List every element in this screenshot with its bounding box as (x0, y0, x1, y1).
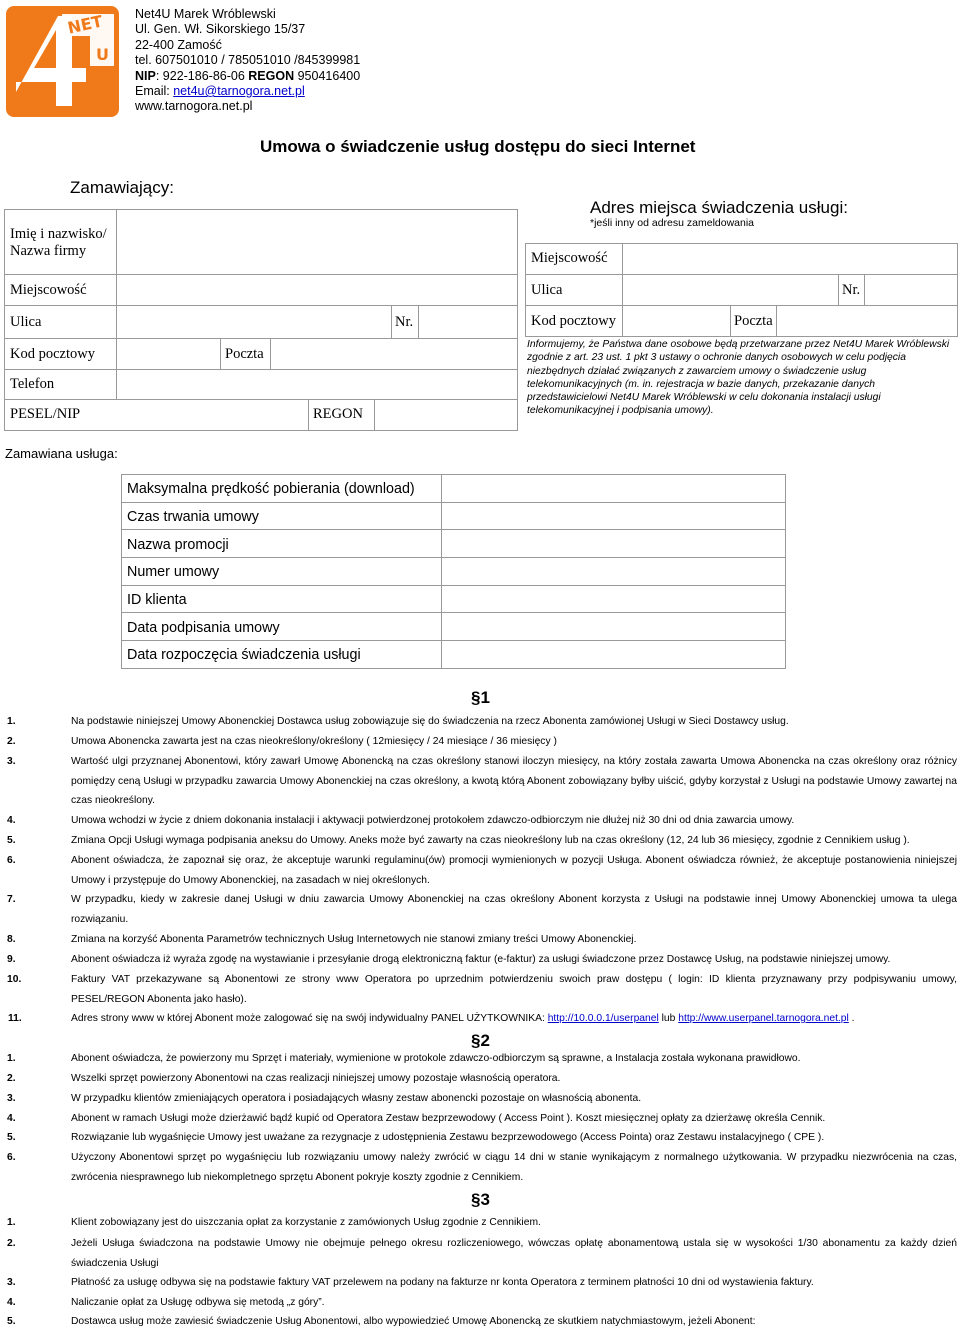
service-post-label: Poczta (734, 313, 773, 329)
client-phone-label: Telefon (10, 376, 55, 392)
ordered-service-label: Czas trwania umowy (122, 502, 442, 530)
company-city: 22-400 Zamość (135, 37, 222, 52)
item-number: 4. (7, 1113, 16, 1124)
client-post-label: Poczta (225, 346, 264, 362)
s1-item (0, 950, 960, 970)
item-number: 5. (7, 1316, 16, 1327)
client-name-label-1: Imię i nazwisko/ (10, 226, 107, 242)
item-number: 5. (7, 1132, 16, 1143)
client-city-label: Miejscowość (10, 282, 87, 298)
userpanel-www-link[interactable]: http://www.userpanel.tarnogora.net.pl (678, 1013, 849, 1024)
client-pesel-label: PESEL/NIP (10, 406, 81, 422)
item-text: Umowa wchodzi w życie z dniem dokonania instalacji i aktywacji potwierdzonej protokołem zdawczo-odbiorczym nie dłużej niż 30 dni od dnia zawarcia umowy. (71, 815, 795, 826)
service-postal-label: Kod pocztowy (531, 313, 616, 329)
item-text: W przypadku klientów zmieniających operatora i posiadających własny zestaw abonencki pozostaje on własnością abonenta. (71, 1093, 642, 1104)
svg-text:NET: NET (65, 11, 105, 38)
client-regon-label: REGON (313, 406, 363, 422)
ordered-service-label: ID klienta (122, 585, 442, 613)
s1-item (0, 732, 960, 752)
item-number: 2. (7, 1238, 16, 1249)
s1-item (0, 752, 960, 811)
s3-item (0, 1312, 960, 1331)
s1-item (0, 712, 960, 732)
item-text: Naliczanie opłat za Usługę odbywa się metodą „z góry”. (71, 1297, 325, 1308)
s3-item (0, 1273, 960, 1293)
item-text: Użyczony Abonentowi sprzęt po wygaśnięciu lub rozwiązaniu umowy należy zwrócić w ciągu 14 dni w stanie wynikającym z normalnego użytkowania. W przypadku niezwrócenia na czas, zwrócenia niesprawnego lub niekompletnego sprzętu Abonent pokryje koszty zgodnie z Cennikiem. (71, 1152, 957, 1183)
item-number: 4. (7, 1297, 16, 1308)
item-number: 3. (7, 756, 16, 767)
ordered-service-row (122, 585, 786, 613)
ordered-service-heading: Zamawiana usługa: (5, 446, 118, 461)
item-text: Abonent w ramach Usługi może dzierżawić bądź kupić od Operatora Zestaw bezprzewodowy ( Access Point ). Koszt miesięcznej opłaty za dzierżawę określa Cennik. (71, 1113, 826, 1124)
ordered-service-table (121, 474, 786, 669)
company-street: Ul. Gen. Wł. Sikorskiego 15/37 (135, 22, 306, 37)
s1-item (0, 811, 960, 831)
s3-item (0, 1293, 960, 1313)
section-1-heading: §1 (471, 688, 490, 707)
item-text: Faktury VAT przekazywane są Abonentowi ze strony www Operatora po uprzednim potwierdzeniu swoich praw dostępu ( login: ID klienta przyznawany przy podpisywaniu umowy, PESEL/REGON Abonenta jako hasło). (71, 974, 957, 1005)
section-2-heading: §2 (471, 1031, 490, 1050)
company-info (135, 7, 360, 115)
item-text: Abonent oświadcza, że powierzony mu Sprzęt i materiały, wymienione w protokole zdawczo-odbiorczym są sprawne, a Instalacja została wykonana prawidłowo. (71, 1053, 801, 1064)
item-text: Klient zobowiązany jest do uiszczania opłat za korzystanie z zamówionych Usług zgodnie z Cennikiem. (71, 1217, 541, 1228)
svg-text:U: U (96, 45, 109, 64)
item-text: Płatność za usługę odbywa się na podstawie faktury VAT przelewem na podany na fakturze nr konta Operatora z terminem płatności 10 dni od wystawienia faktury. (71, 1277, 814, 1288)
item-text: Dostawca usług może zawiesić świadczenie Usług Abonentowi, albo wypowiedzieć Umowę Abonencką ze skutkiem natychmiastowym, jeżeli Abonent: (71, 1316, 756, 1327)
ordered-service-row (122, 613, 786, 641)
s1-item (0, 890, 960, 929)
service-address-heading: Adres miejsca świadczenia usługi: (590, 198, 848, 217)
ordered-service-row (122, 502, 786, 530)
client-street-label: Ulica (10, 314, 42, 330)
ordered-service-row (122, 530, 786, 558)
item-number: 1. (7, 716, 16, 727)
client-heading: Zamawiający: (70, 178, 174, 197)
page-title: Umowa o świadczenie usług dostępu do sieci Internet (260, 137, 696, 156)
item-number: 2. (7, 736, 16, 747)
ordered-service-value[interactable] (442, 641, 786, 669)
ordered-service-value[interactable] (442, 558, 786, 586)
ordered-service-row (122, 641, 786, 669)
section-3-heading: §3 (471, 1190, 490, 1209)
gdpr-info: Informujemy, że Państwa dane osobowe będą przetwarzane przez Net4U Marek Wróblewski zgodnie z art. 23 ust. 1 pkt 3 ustawy o ochronie danych osobowych w celu podjęcia niezbędnych działać związanych z zawarciem umowy o świadczenie usług telekomunikacyjnych (m. in. rejestracja w bazie danych, przekazanie danych przedstawicielowi Net4U Marek Wróblewski w celu dokonania instalacji usługi telekomunikacyjnej i podpisania umowy). (527, 339, 950, 417)
item-number: 6. (7, 1152, 16, 1163)
company-nip: NIP: 922-186-86-06 REGON 950416400 (135, 68, 361, 83)
s1-item (0, 930, 960, 950)
item-text: Abonent oświadcza, że zapoznał się oraz, że akceptuje warunki regulaminu(ów) promocji wymienionych w pozycji Usługa. Abonent oświadcza również, że akceptuje postanowienia niniejszej Umowy i przystępuje do Umowy Abonenckiej, na zasadach w niej określonych. (71, 855, 957, 886)
client-name-label-2: Nazwa firmy (10, 243, 87, 259)
item-text: Wartość ulgi przyznanej Abonentowi, który zawarł Umowę Abonencką na czas określony stanowi iloczyn miesięcy, na który została zawarta Umowa Abonencka na czas określony oraz różnicy pomiędzy ceną Usługi w przypadku zawarcia Umowy Abonenckiej na czas określony, a kwotą którą Abonent zobowiązany byłby uiścić, gdyby korzystał z Usługi na podstawie Umowy zawartej na czas nieokreślony. (71, 756, 957, 807)
s1-item (0, 851, 960, 890)
s2-item (0, 1089, 960, 1109)
item-text: Wszelki sprzęt powierzony Abonentowi na czas realizacji niniejszej umowy pozostaje własnością operatora. (71, 1073, 561, 1084)
item-text: Abonent oświadcza iż wyraża zgodę na wystawianie i przesyłanie drogą elektroniczną faktur (e-faktur) za usługi świadczone przez Dostawcę Usług, na podstawie niniejszej umowy. (71, 954, 891, 965)
item-number: 4. (7, 815, 16, 826)
item-number: 10. (7, 974, 22, 985)
company-www: www.tarnogora.net.pl (135, 99, 253, 114)
s2-item (0, 1069, 960, 1089)
ordered-service-value[interactable] (442, 585, 786, 613)
s2-item (0, 1109, 960, 1129)
ordered-service-label: Data podpisania umowy (122, 613, 442, 641)
item-text: Jeżeli Usługa świadczona na podstawie Umowy nie obejmuje pełnego okresu rozliczeniowego, wówczas opłatę abonamentową ustala się w wysokości 1/30 abonamentu za każdy dzień świadczenia Usługi (71, 1238, 957, 1269)
company-tel: tel. 607501010 / 785051010 /845399981 (135, 53, 361, 68)
section-1-item-11: 11. Adres strony www w której Abonent może zalogować się na swój indywidualny PANEL UŻYTKOWNIKA: http://10.0.0.1/userpanel lub http://www.userpanel.tarnogora.net.pl . (8, 1013, 855, 1024)
item-number: 2. (7, 1073, 16, 1084)
item-number: 5. (7, 835, 16, 846)
service-address-note: *jeśli inny od adresu zameldowania (590, 217, 755, 229)
item-number: 3. (7, 1093, 16, 1104)
ordered-service-row (122, 558, 786, 586)
item-number: 9. (7, 954, 16, 965)
item-text: W przypadku, kiedy w zakresie danej Usługi w dniu zawarcia Umowy Abonenckiej na czas określony Abonent korzysta z Usługi na podstawie innej Umowy Abonenckiej umowa ta ulega rozwiązaniu. (71, 894, 957, 925)
service-street-label: Ulica (531, 282, 563, 298)
s1-item (0, 970, 960, 1009)
ordered-service-value[interactable] (442, 475, 786, 503)
company-logo (6, 6, 119, 117)
s2-item (0, 1148, 960, 1187)
ordered-service-row (122, 475, 786, 503)
item-number: 3. (7, 1277, 16, 1288)
client-postal-label: Kod pocztowy (10, 346, 95, 362)
client-nr-label: Nr. (395, 314, 414, 330)
s1-item (0, 831, 960, 851)
item-text: Zmiana Opcji Usługi wymaga podpisania aneksu do Umowy. Aneks może być zawarty na czas nieokreślony lub na czas określony (12, 24 lub 36 miesięcy, zgodnie z Cennikiem usług ). (71, 835, 910, 846)
ordered-service-value[interactable] (442, 530, 786, 558)
ordered-service-value[interactable] (442, 613, 786, 641)
item-number: 1. (7, 1217, 16, 1228)
item-text: Na podstawie niniejszej Umowy Abonenckiej Dostawca usług zobowiązuje się do świadczenia na rzecz Abonenta zamówionej Usługi w Sieci Dostawcy usług. (71, 716, 789, 727)
item-number: 8. (7, 934, 16, 945)
service-city-label: Miejscowość (531, 250, 608, 266)
s2-item (0, 1128, 960, 1148)
company-email: Email: net4u@tarnogora.net.pl (135, 84, 305, 99)
ordered-service-label: Nazwa promocji (122, 530, 442, 558)
userpanel-local-link[interactable]: http://10.0.0.1/userpanel (547, 1013, 659, 1024)
item-number: 1. (7, 1053, 16, 1064)
item-number: 6. (7, 855, 16, 866)
item-text: Rozwiązanie lub wygaśnięcie Umowy jest uważane za rezygnacje z udostępnienia Zestawu bezprzewodowego (Access Pointa) oraz Zestawu instalacyjnego ( CPE ). (71, 1132, 825, 1143)
s3-item (0, 1234, 960, 1273)
item-number: 7. (7, 894, 16, 905)
item-text: Zmiana na korzyść Abonenta Parametrów technicznych Usług Internetowych nie stanowi zmiany treści Umowy Abonenckiej. (71, 934, 637, 945)
s3-item (0, 1213, 960, 1233)
company-name: Net4U Marek Wróblewski (135, 7, 276, 21)
ordered-service-label: Maksymalna prędkość pobierania (download) (122, 475, 442, 503)
item-text: Umowa Abonencka zawarta jest na czas nieokreślony/określony ( 12miesięcy / 24 miesiące / 36 miesięcy ) (71, 736, 557, 747)
s2-item (0, 1049, 960, 1069)
service-nr-label: Nr. (842, 282, 861, 298)
email-link[interactable]: net4u@tarnogora.net.pl (173, 84, 305, 99)
ordered-service-value[interactable] (442, 502, 786, 530)
ordered-service-label: Data rozpoczęcia świadczenia usługi (122, 641, 442, 669)
ordered-service-label: Numer umowy (122, 558, 442, 586)
